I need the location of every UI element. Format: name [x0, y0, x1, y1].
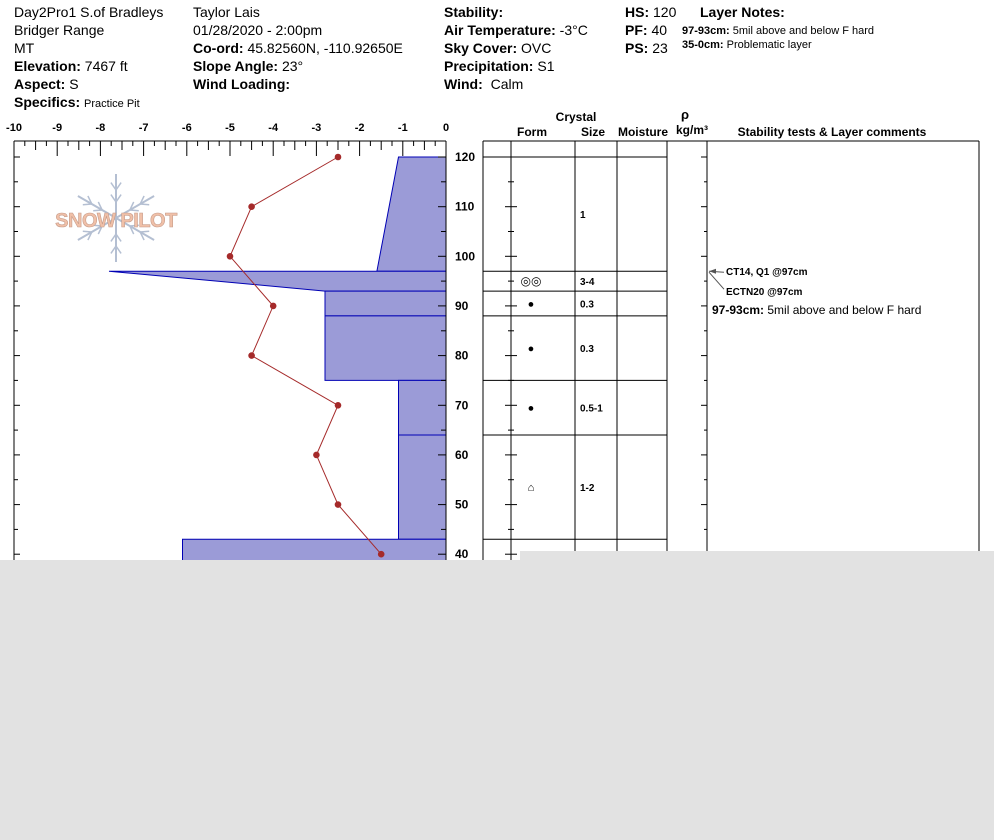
x-tick-label: -4 — [268, 122, 279, 134]
stability-test-label: ECTN20 @97cm — [726, 287, 803, 299]
layer-comment — [712, 303, 921, 317]
air-temp-label: Air Temperature: — [444, 22, 556, 38]
depth-tick-label: 110 — [455, 199, 475, 214]
hardness-segment-5 — [399, 435, 447, 539]
ps-label: PS: — [625, 40, 649, 56]
wind-loading-label: Wind Loading: — [193, 76, 291, 92]
grain-size-label: 1 — [580, 210, 586, 222]
grain-size-label: 3-4 — [580, 277, 595, 289]
temperature-point — [227, 253, 234, 260]
stability-header: Stability tests & Layer comments — [737, 125, 927, 139]
ps-value: 23 — [652, 40, 668, 56]
temperature-point — [378, 551, 385, 558]
slope-value: 23° — [281, 58, 304, 74]
temperature-point — [313, 452, 320, 459]
x-tick-label: -3 — [311, 122, 322, 134]
crystal-table — [483, 107, 979, 560]
layer-note-2: 35-0cm: Problematic layer — [682, 39, 812, 51]
hs-value: 120 — [653, 4, 677, 20]
depth-tick-label: 80 — [455, 348, 469, 363]
grain-form-symbol: ● — [527, 298, 535, 311]
x-tick-label: -6 — [181, 122, 192, 134]
x-tick-label: -10 — [6, 122, 22, 134]
crystal-header: Crystal — [555, 110, 597, 124]
hardness-segment-6 — [183, 539, 447, 560]
elevation-value: 7467 ft — [84, 58, 128, 74]
wind-label: Wind: — [444, 76, 483, 92]
layer-note-1: 97-93cm: 5mil above and below F hard — [682, 25, 875, 37]
depth-tick-label: 100 — [455, 249, 476, 264]
x-tick-label: -7 — [138, 122, 149, 134]
state-name: MT — [14, 40, 35, 56]
grain-form-symbol: ⌂ — [527, 482, 535, 495]
air-temp-value: -3°C — [559, 22, 588, 38]
logo-text: SNOW PILOT — [55, 210, 177, 232]
temperature-point — [335, 154, 342, 161]
temperature-point — [270, 303, 277, 310]
depth-tick-label: 70 — [455, 398, 469, 413]
snowflake-branch — [140, 204, 149, 205]
layer-comment-text: 5mil above and below F hard — [764, 303, 922, 317]
precip-label: Precipitation: — [444, 58, 534, 74]
density-header: kg/m³ — [675, 123, 709, 137]
x-tick-label: -9 — [52, 122, 63, 134]
coord-label: Co-ord: — [193, 40, 244, 56]
stability-label: Stability: — [444, 4, 504, 20]
temperature-point — [335, 501, 342, 508]
grain-size-label: 0.3 — [580, 299, 594, 311]
depth-tick-label: 40 — [455, 547, 469, 560]
temperature-point — [248, 203, 255, 210]
snowpilot-logo — [40, 174, 192, 262]
depth-tick-label: 60 — [455, 447, 469, 462]
grain-size-label: 0.3 — [580, 344, 594, 356]
temperature-point — [335, 402, 342, 409]
x-tick-label: -8 — [95, 122, 106, 134]
depth-tick-label: 120 — [455, 150, 476, 164]
slope-label: Slope Angle: — [193, 58, 279, 74]
specifics-value: Practice Pit — [84, 98, 140, 110]
layer-comment-range: 97-93cm: — [712, 303, 765, 317]
elevation-label: Elevation: — [14, 58, 81, 74]
grain-form-symbol: ● — [527, 402, 535, 415]
precip-value: S1 — [537, 58, 555, 74]
size-header: Size — [580, 125, 606, 139]
hardness-segment-3 — [325, 316, 446, 381]
empty-region-notch — [520, 551, 994, 561]
aspect-value: S — [69, 76, 79, 92]
x-tick-label: -2 — [354, 122, 365, 134]
hardness-segment-1 — [109, 271, 446, 291]
temperature-point — [248, 352, 255, 359]
stability-test-label: CT14, Q1 @97cm — [726, 267, 808, 279]
form-header: Form — [517, 125, 547, 139]
hs-label: HS: — [625, 4, 650, 20]
observer-name: Taylor Lais — [193, 4, 260, 20]
grain-size-label: 0.5-1 — [580, 403, 603, 415]
x-tick-label: -1 — [397, 122, 408, 134]
grain-form-symbol: ● — [527, 343, 535, 356]
hardness-segment-0 — [377, 157, 446, 271]
pf-label: PF: — [625, 22, 648, 38]
hardness-segment-4 — [399, 380, 447, 435]
moisture-header: Moisture — [617, 125, 669, 139]
snowflake-branch — [83, 204, 92, 205]
empty-region — [0, 560, 994, 840]
aspect-label: Aspect: — [14, 76, 66, 92]
observation-datetime: 01/28/2020 - 2:00pm — [193, 22, 323, 38]
specifics-label: Specifics: — [14, 94, 81, 110]
layer-notes-title: Layer Notes: — [700, 4, 785, 20]
depth-tick-label: 50 — [455, 497, 469, 512]
grain-form-symbol: ◎◎ — [520, 274, 542, 289]
range-name: Bridger Range — [14, 22, 105, 38]
x-tick-label: 0 — [442, 122, 450, 134]
grain-size-label: 1-2 — [580, 483, 595, 495]
hardness-segment-2 — [325, 291, 446, 316]
wind-value: Calm — [490, 76, 524, 92]
rho-header: ρ — [680, 107, 690, 122]
depth-tick-label: 90 — [455, 298, 469, 313]
pf-value: 40 — [651, 22, 668, 38]
test-pointer — [709, 272, 724, 289]
sky-label: Sky Cover: — [444, 40, 518, 56]
site-name: Day2Pro1 S.of Bradleys — [14, 4, 164, 20]
sky-value: OVC — [521, 40, 552, 56]
coord-value: 45.82560N, -110.92650E — [247, 40, 403, 56]
x-tick-label: -5 — [225, 122, 235, 134]
